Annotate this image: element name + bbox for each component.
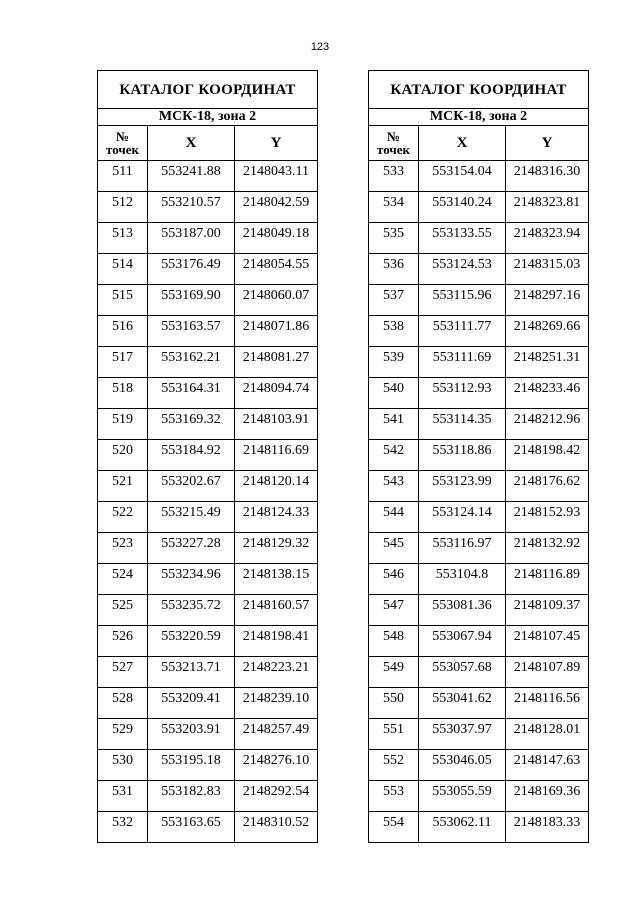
x-coordinate-cell: 553184.92	[148, 440, 235, 471]
x-coordinate-cell: 553037.97	[419, 719, 506, 750]
table-row	[98, 657, 318, 688]
point-number-cell: 548	[369, 626, 419, 657]
point-number-cell: 533	[369, 161, 419, 192]
table-row	[369, 285, 589, 316]
page-number: 123	[310, 41, 330, 53]
x-coordinate-cell: 553162.21	[148, 347, 235, 378]
x-coordinate-cell: 553163.65	[148, 812, 235, 843]
x-coordinate-cell: 553067.94	[419, 626, 506, 657]
table-row	[98, 502, 318, 533]
y-coordinate-cell: 2148152.93	[506, 502, 589, 533]
x-coordinate-cell: 553116.97	[419, 533, 506, 564]
point-number-cell: 520	[98, 440, 148, 471]
point-number-cell: 512	[98, 192, 148, 223]
y-coordinate-cell: 2148128.01	[506, 719, 589, 750]
y-coordinate-cell: 2148138.15	[235, 564, 318, 595]
table-row	[98, 378, 318, 409]
point-number-cell: 546	[369, 564, 419, 595]
x-coordinate-cell: 553241.88	[148, 161, 235, 192]
table-row	[98, 564, 318, 595]
x-coordinate-cell: 553062.11	[419, 812, 506, 843]
point-number-cell: 519	[98, 409, 148, 440]
point-number-cell: 536	[369, 254, 419, 285]
point-number-cell: 535	[369, 223, 419, 254]
y-coordinate-cell: 2148183.33	[506, 812, 589, 843]
table-title: КАТАЛОГ КООРДИНАТ	[98, 71, 318, 109]
table-row	[98, 688, 318, 719]
point-number-cell: 529	[98, 719, 148, 750]
y-coordinate-cell: 2148223.21	[235, 657, 318, 688]
point-number-cell: 523	[98, 533, 148, 564]
table-row	[369, 192, 589, 223]
point-number-cell: 517	[98, 347, 148, 378]
table-row	[98, 781, 318, 812]
y-coordinate-cell: 2148147.63	[506, 750, 589, 781]
point-number-cell: 521	[98, 471, 148, 502]
y-coordinate-cell: 2148169.36	[506, 781, 589, 812]
y-coordinate-cell: 2148316.30	[506, 161, 589, 192]
y-coordinate-cell: 2148124.33	[235, 502, 318, 533]
x-coordinate-cell: 553202.67	[148, 471, 235, 502]
x-coordinate-cell: 553112.93	[419, 378, 506, 409]
y-coordinate-cell: 2148116.89	[506, 564, 589, 595]
point-number-cell: 515	[98, 285, 148, 316]
table-row	[98, 192, 318, 223]
x-coordinate-cell: 553104.8	[419, 564, 506, 595]
coordinate-catalog-table-left	[97, 70, 318, 843]
x-coordinate-cell: 553111.69	[419, 347, 506, 378]
y-coordinate-cell: 2148043.11	[235, 161, 318, 192]
table-row	[98, 812, 318, 843]
y-coordinate-cell: 2148116.69	[235, 440, 318, 471]
column-header-point-number: № точек	[369, 126, 419, 161]
point-number-cell: 554	[369, 812, 419, 843]
y-coordinate-cell: 2148109.37	[506, 595, 589, 626]
y-coordinate-cell: 2148081.27	[235, 347, 318, 378]
y-coordinate-cell: 2148160.57	[235, 595, 318, 626]
column-header-x: X	[148, 126, 235, 161]
table-row	[98, 161, 318, 192]
y-coordinate-cell: 2148269.66	[506, 316, 589, 347]
x-coordinate-cell: 553123.99	[419, 471, 506, 502]
x-coordinate-cell: 553234.96	[148, 564, 235, 595]
x-coordinate-cell: 553169.32	[148, 409, 235, 440]
x-coordinate-cell: 553209.41	[148, 688, 235, 719]
table-row	[98, 533, 318, 564]
y-coordinate-cell: 2148310.52	[235, 812, 318, 843]
point-number-cell: 545	[369, 533, 419, 564]
point-number-cell: 531	[98, 781, 148, 812]
point-number-cell: 543	[369, 471, 419, 502]
x-coordinate-cell: 553055.59	[419, 781, 506, 812]
x-coordinate-cell: 553115.96	[419, 285, 506, 316]
x-coordinate-cell: 553124.14	[419, 502, 506, 533]
x-coordinate-cell: 553213.71	[148, 657, 235, 688]
x-coordinate-cell: 553081.36	[419, 595, 506, 626]
x-coordinate-cell: 553169.90	[148, 285, 235, 316]
table-row	[98, 347, 318, 378]
point-number-cell: 522	[98, 502, 148, 533]
point-number-cell: 552	[369, 750, 419, 781]
x-coordinate-cell: 553176.49	[148, 254, 235, 285]
x-coordinate-cell: 553111.77	[419, 316, 506, 347]
y-coordinate-cell: 2148049.18	[235, 223, 318, 254]
table-row	[369, 316, 589, 347]
x-coordinate-cell: 553114.35	[419, 409, 506, 440]
point-number-cell: 525	[98, 595, 148, 626]
table-row	[369, 595, 589, 626]
x-coordinate-cell: 553203.91	[148, 719, 235, 750]
table-row	[98, 409, 318, 440]
point-number-cell: 550	[369, 688, 419, 719]
y-coordinate-cell: 2148212.96	[506, 409, 589, 440]
y-coordinate-cell: 2148120.14	[235, 471, 318, 502]
table-row	[98, 595, 318, 626]
table-row	[369, 750, 589, 781]
x-coordinate-cell: 553118.86	[419, 440, 506, 471]
table-row	[369, 409, 589, 440]
y-coordinate-cell: 2148233.46	[506, 378, 589, 409]
point-number-cell: 551	[369, 719, 419, 750]
x-coordinate-cell: 553215.49	[148, 502, 235, 533]
y-coordinate-cell: 2148116.56	[506, 688, 589, 719]
table-row	[369, 471, 589, 502]
y-coordinate-cell: 2148198.42	[506, 440, 589, 471]
point-number-cell: 542	[369, 440, 419, 471]
point-number-cell: 549	[369, 657, 419, 688]
point-number-cell: 526	[98, 626, 148, 657]
x-coordinate-cell: 553182.83	[148, 781, 235, 812]
point-number-cell: 530	[98, 750, 148, 781]
y-coordinate-cell: 2148094.74	[235, 378, 318, 409]
point-number-cell: 527	[98, 657, 148, 688]
column-header-y: Y	[506, 126, 589, 161]
x-coordinate-cell: 553140.24	[419, 192, 506, 223]
table-row	[369, 502, 589, 533]
table-row	[369, 223, 589, 254]
y-coordinate-cell: 2148060.07	[235, 285, 318, 316]
point-number-cell: 537	[369, 285, 419, 316]
table-row	[98, 440, 318, 471]
y-coordinate-cell: 2148276.10	[235, 750, 318, 781]
point-number-cell: 518	[98, 378, 148, 409]
x-coordinate-cell: 553124.53	[419, 254, 506, 285]
point-number-cell: 513	[98, 223, 148, 254]
y-coordinate-cell: 2148315.03	[506, 254, 589, 285]
y-coordinate-cell: 2148129.32	[235, 533, 318, 564]
point-number-cell: 514	[98, 254, 148, 285]
point-number-cell: 540	[369, 378, 419, 409]
table-subtitle: МСК-18, зона 2	[98, 109, 318, 126]
table-row	[369, 161, 589, 192]
table-title: КАТАЛОГ КООРДИНАТ	[369, 71, 589, 109]
table-row	[369, 254, 589, 285]
y-coordinate-cell: 2148239.10	[235, 688, 318, 719]
table-row	[369, 533, 589, 564]
x-coordinate-cell: 553046.05	[419, 750, 506, 781]
table-subtitle: МСК-18, зона 2	[369, 109, 589, 126]
point-number-cell: 511	[98, 161, 148, 192]
x-coordinate-cell: 553235.72	[148, 595, 235, 626]
y-coordinate-cell: 2148257.49	[235, 719, 318, 750]
y-coordinate-cell: 2148323.94	[506, 223, 589, 254]
point-number-cell: 534	[369, 192, 419, 223]
point-number-cell: 532	[98, 812, 148, 843]
y-coordinate-cell: 2148251.31	[506, 347, 589, 378]
column-header-x: X	[419, 126, 506, 161]
table-row	[369, 812, 589, 843]
x-coordinate-cell: 553195.18	[148, 750, 235, 781]
table-row	[98, 626, 318, 657]
y-coordinate-cell: 2148107.45	[506, 626, 589, 657]
y-coordinate-cell: 2148132.92	[506, 533, 589, 564]
x-coordinate-cell: 553227.28	[148, 533, 235, 564]
table-row	[369, 378, 589, 409]
table-row	[98, 471, 318, 502]
table-row	[98, 316, 318, 347]
x-coordinate-cell: 553154.04	[419, 161, 506, 192]
x-coordinate-cell: 553187.00	[148, 223, 235, 254]
point-number-cell: 524	[98, 564, 148, 595]
y-coordinate-cell: 2148103.91	[235, 409, 318, 440]
x-coordinate-cell: 553041.62	[419, 688, 506, 719]
x-coordinate-cell: 553163.57	[148, 316, 235, 347]
table-row	[98, 719, 318, 750]
table-row	[369, 347, 589, 378]
x-coordinate-cell: 553220.59	[148, 626, 235, 657]
y-coordinate-cell: 2148071.86	[235, 316, 318, 347]
x-coordinate-cell: 553210.57	[148, 192, 235, 223]
point-number-cell: 516	[98, 316, 148, 347]
point-number-cell: 541	[369, 409, 419, 440]
table-row	[369, 657, 589, 688]
table-row	[98, 223, 318, 254]
x-coordinate-cell: 553133.55	[419, 223, 506, 254]
point-number-cell: 544	[369, 502, 419, 533]
point-number-cell: 538	[369, 316, 419, 347]
point-number-cell: 547	[369, 595, 419, 626]
x-coordinate-cell: 553164.31	[148, 378, 235, 409]
table-row	[369, 564, 589, 595]
y-coordinate-cell: 2148107.89	[506, 657, 589, 688]
table-row	[369, 781, 589, 812]
table-row	[98, 254, 318, 285]
y-coordinate-cell: 2148176.62	[506, 471, 589, 502]
column-header-y: Y	[235, 126, 318, 161]
table-row	[369, 688, 589, 719]
point-number-cell: 553	[369, 781, 419, 812]
table-row	[369, 719, 589, 750]
y-coordinate-cell: 2148042.59	[235, 192, 318, 223]
column-header-point-number: № точек	[98, 126, 148, 161]
y-coordinate-cell: 2148292.54	[235, 781, 318, 812]
y-coordinate-cell: 2148323.81	[506, 192, 589, 223]
table-row	[98, 285, 318, 316]
point-number-cell: 528	[98, 688, 148, 719]
point-number-cell: 539	[369, 347, 419, 378]
table-row	[369, 626, 589, 657]
y-coordinate-cell: 2148054.55	[235, 254, 318, 285]
table-row	[98, 750, 318, 781]
x-coordinate-cell: 553057.68	[419, 657, 506, 688]
table-row	[369, 440, 589, 471]
y-coordinate-cell: 2148198.41	[235, 626, 318, 657]
y-coordinate-cell: 2148297.16	[506, 285, 589, 316]
coordinate-catalog-table-right	[368, 70, 589, 843]
